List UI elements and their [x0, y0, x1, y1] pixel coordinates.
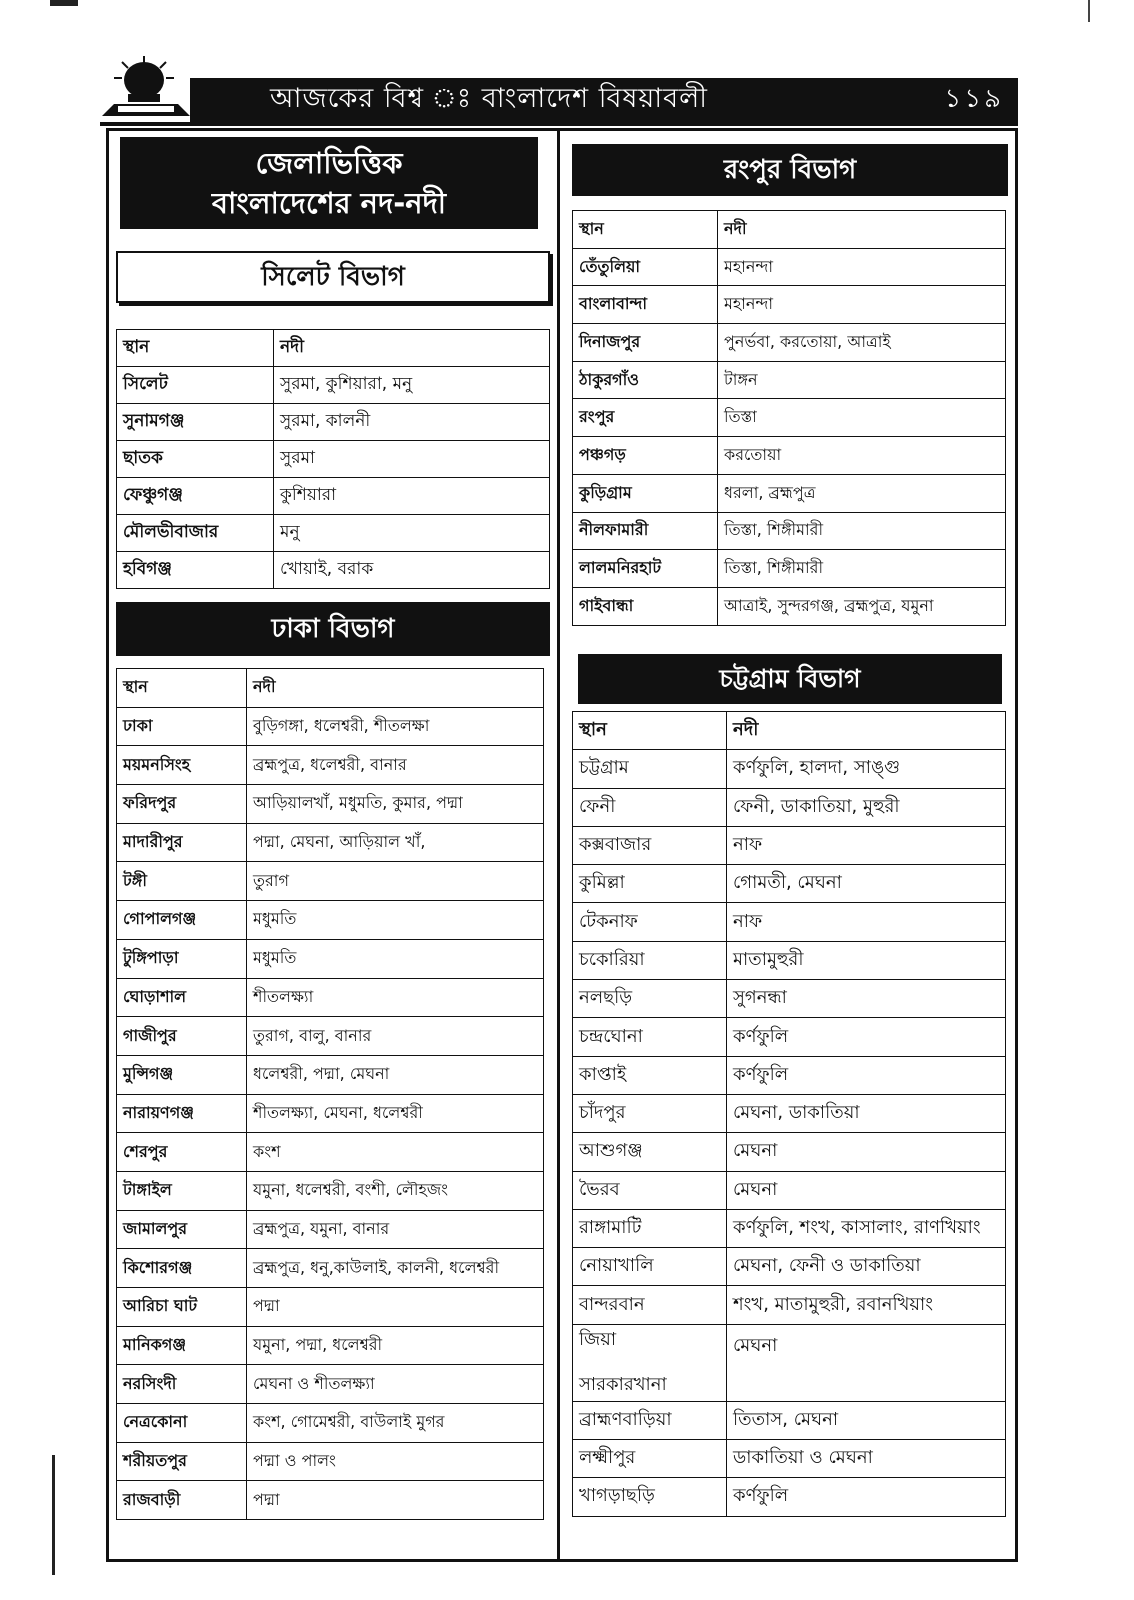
district-cell: গোপালগঞ্জ — [117, 901, 247, 940]
district-cell: কুড়িগ্রাম — [573, 474, 718, 512]
river-cell: নাফ — [727, 903, 1006, 941]
table-row — [573, 587, 1006, 625]
table-row — [117, 707, 544, 746]
table-row — [573, 1440, 1006, 1478]
district-cell: সিলেট — [117, 367, 274, 404]
district-cell: শরীয়তপুর — [117, 1442, 247, 1481]
table-row — [573, 1133, 1006, 1171]
table-row — [117, 1288, 544, 1327]
table-row — [117, 901, 544, 940]
table-row — [573, 826, 1006, 864]
river-cell: মেঘনা, ডাকাতিয়া — [727, 1094, 1006, 1132]
district-cell — [573, 1324, 727, 1401]
river-cell: কর্ণফুলি — [727, 1478, 1006, 1516]
table-row — [573, 1171, 1006, 1209]
table-header-row — [117, 330, 550, 367]
river-cell: আড়িয়ালখাঁ, মধুমতি, কুমার, পদ্মা — [247, 785, 544, 824]
table-row — [117, 1365, 544, 1404]
table-row — [573, 750, 1006, 788]
table-row — [573, 788, 1006, 826]
district-line: জিয়া — [579, 1328, 617, 1350]
district-line: সারকারখানা — [579, 1373, 667, 1395]
table-row — [117, 1249, 544, 1288]
district-cell: চকোরিয়া — [573, 941, 727, 979]
main-title-line1: জেলাভিত্তিক — [255, 146, 403, 180]
table-row — [117, 1133, 544, 1172]
river-cell: কর্ণফুলি — [727, 1018, 1006, 1056]
river-cell: শীতলক্ষ্যা, মেঘনা, ধলেশ্বরী — [247, 1094, 544, 1133]
page-number: ১১৯ — [944, 84, 1004, 114]
dhaka-section-title: ঢাকা বিভাগ — [116, 602, 550, 656]
column-divider — [557, 128, 560, 1562]
river-cell: কংশ, গোমেশ্বরী, বাউলাই মুগর — [247, 1404, 544, 1443]
table-row — [117, 552, 550, 589]
sylhet-section-title: সিলেট বিভাগ — [116, 251, 550, 303]
district-cell: কুমিল্লা — [573, 865, 727, 903]
district-cell: চট্টগ্রাম — [573, 750, 727, 788]
river-cell: ব্রহ্মপুত্র, যমুনা, বানার — [247, 1210, 544, 1249]
district-cell: নলছড়ি — [573, 980, 727, 1018]
table-row — [573, 1248, 1006, 1286]
table-row — [573, 1478, 1006, 1516]
table-row — [573, 1094, 1006, 1132]
district-cell: ফেনী — [573, 788, 727, 826]
table-row — [573, 361, 1006, 399]
district-cell: আরিচা ঘাট — [117, 1288, 247, 1327]
river-cell: বুড়িগঙ্গা, ধলেশ্বরী, শীতলক্ষা — [247, 707, 544, 746]
district-cell: রংপুর — [573, 399, 718, 437]
table-row — [573, 903, 1006, 941]
river-cell: সুগনন্ধা — [727, 980, 1006, 1018]
river-cell: সুরমা, কালনী — [274, 404, 550, 441]
table-row — [117, 1326, 544, 1365]
district-cell: পঞ্চগড় — [573, 437, 718, 475]
col-header-river: নদী — [274, 330, 550, 367]
river-cell: মধুমতি — [247, 901, 544, 940]
chattogram-river-table — [572, 711, 1006, 1517]
dhaka-river-table — [116, 668, 544, 1520]
river-cell: পুনর্ভবা, করতোয়া, আত্রাই — [718, 324, 1006, 362]
table-header-row — [117, 669, 544, 708]
col-header-place: স্থান — [573, 211, 718, 249]
col-header-river: নদী — [247, 669, 544, 708]
district-cell: ময়মনসিংহ — [117, 746, 247, 785]
table-row — [573, 1286, 1006, 1324]
river-cell: মেঘনা — [727, 1324, 1006, 1401]
river-cell: ধলেশ্বরী, পদ্মা, মেঘনা — [247, 1055, 544, 1094]
river-cell: ফেনী, ডাকাতিয়া, মুহুরী — [727, 788, 1006, 826]
page-header — [190, 78, 1018, 122]
district-cell: শেরপুর — [117, 1133, 247, 1172]
table-row — [117, 1404, 544, 1443]
table-row — [117, 862, 544, 901]
corner-scan-mark — [50, 0, 78, 6]
col-header-place: স্থান — [573, 712, 727, 750]
district-cell: লালমনিরহাট — [573, 550, 718, 588]
main-title-line2: বাংলাদেশের নদ-নদী — [211, 186, 447, 220]
district-cell: রাজবাড়ী — [117, 1481, 247, 1520]
table-row — [573, 550, 1006, 588]
table-row — [117, 478, 550, 515]
river-cell: নাফ — [727, 826, 1006, 864]
district-cell: খাগড়াছড়ি — [573, 1478, 727, 1516]
river-cell: কুশিয়ারা — [274, 478, 550, 515]
table-row — [117, 441, 550, 478]
district-cell: টঙ্গী — [117, 862, 247, 901]
district-cell: আশুগঞ্জ — [573, 1133, 727, 1171]
river-cell: গোমতী, মেঘনা — [727, 865, 1006, 903]
table-row — [573, 512, 1006, 550]
river-cell: টাঙ্গন — [718, 361, 1006, 399]
district-cell: ঘোড়াশাল — [117, 978, 247, 1017]
river-cell: ব্রহ্মপুত্র, ধনু,কাউলাই, কালনী, ধলেশ্বরী — [247, 1249, 544, 1288]
table-row — [117, 939, 544, 978]
district-cell: মৌলভীবাজার — [117, 515, 274, 552]
table-row — [573, 474, 1006, 512]
river-cell: মেঘনা — [727, 1171, 1006, 1209]
edge-scan-mark — [1088, 0, 1090, 22]
district-cell: ভৈরব — [573, 1171, 727, 1209]
river-cell: তিস্তা, শিঙ্গীমারী — [718, 550, 1006, 588]
table-row — [573, 324, 1006, 362]
table-header-row — [573, 712, 1006, 750]
publisher-logo-icon — [100, 54, 192, 120]
district-cell: নারায়ণগঞ্জ — [117, 1094, 247, 1133]
district-cell: ঢাকা — [117, 707, 247, 746]
river-cell: মাতামুহুরী — [727, 941, 1006, 979]
header-underline — [100, 122, 1018, 126]
table-row — [117, 785, 544, 824]
district-cell: টেকনাফ — [573, 903, 727, 941]
edge-scan-mark — [52, 1455, 55, 1575]
table-row — [117, 1171, 544, 1210]
table-row — [117, 746, 544, 785]
table-row — [573, 1401, 1006, 1439]
table-row — [573, 941, 1006, 979]
district-cell: গাজীপুর — [117, 1017, 247, 1056]
river-cell: খোয়াই, বরাক — [274, 552, 550, 589]
district-cell: নেত্রকোনা — [117, 1404, 247, 1443]
rangpur-section-title: রংপুর বিভাগ — [572, 144, 1008, 196]
river-cell: শীতলক্ষ্যা — [247, 978, 544, 1017]
district-cell: কিশোরগঞ্জ — [117, 1249, 247, 1288]
river-cell: মধুমতি — [247, 939, 544, 978]
district-cell: নরসিংদী — [117, 1365, 247, 1404]
river-cell: মেঘনা ও শীতলক্ষ্যা — [247, 1365, 544, 1404]
district-cell: চন্দ্রঘোনা — [573, 1018, 727, 1056]
district-cell: ফরিদপুর — [117, 785, 247, 824]
district-cell: বান্দরবান — [573, 1286, 727, 1324]
table-row — [573, 865, 1006, 903]
table-row — [573, 248, 1006, 286]
table-row — [573, 1209, 1006, 1247]
river-cell: যমুনা, ধলেশ্বরী, বংশী, লৌহজং — [247, 1171, 544, 1210]
table-row — [573, 980, 1006, 1018]
table-row — [117, 1481, 544, 1520]
district-cell: চাঁদপুর — [573, 1094, 727, 1132]
table-row — [117, 1094, 544, 1133]
river-cell: তিতাস, মেঘনা — [727, 1401, 1006, 1439]
district-cell: ফেঞ্চুগঞ্জ — [117, 478, 274, 515]
river-cell: মহানন্দা — [718, 248, 1006, 286]
river-cell: মনু — [274, 515, 550, 552]
river-cell: মহানন্দা — [718, 286, 1006, 324]
river-cell: তিস্তা, শিঙ্গীমারী — [718, 512, 1006, 550]
table-row — [117, 1017, 544, 1056]
col-header-river: নদী — [718, 211, 1006, 249]
district-cell: সুনামগঞ্জ — [117, 404, 274, 441]
river-cell: পদ্মা — [247, 1288, 544, 1327]
district-cell: জামালপুর — [117, 1210, 247, 1249]
district-cell: নীলফামারী — [573, 512, 718, 550]
district-cell: গাইবান্ধা — [573, 587, 718, 625]
table-row — [117, 1210, 544, 1249]
col-header-river: নদী — [727, 712, 1006, 750]
district-cell: বাংলাবান্দা — [573, 286, 718, 324]
district-cell: কাপ্তাই — [573, 1056, 727, 1094]
table-header-row — [573, 211, 1006, 249]
district-cell: টুঙ্গিপাড়া — [117, 939, 247, 978]
sylhet-river-table — [116, 329, 550, 589]
river-cell: তিস্তা — [718, 399, 1006, 437]
river-cell: মেঘনা — [727, 1133, 1006, 1171]
river-cell: যমুনা, পদ্মা, ধলেশ্বরী — [247, 1326, 544, 1365]
river-cell: মেঘনা, ফেনী ও ডাকাতিয়া — [727, 1248, 1006, 1286]
river-cell: আত্রাই, সুন্দরগঞ্জ, ব্রহ্মপুত্র, যমুনা — [718, 587, 1006, 625]
district-cell: মুন্সিগঞ্জ — [117, 1055, 247, 1094]
district-cell: টাঙ্গাইল — [117, 1171, 247, 1210]
river-cell: ধরলা, ব্রহ্মপুত্র — [718, 474, 1006, 512]
table-row — [573, 399, 1006, 437]
district-cell: নোয়াখালি — [573, 1248, 727, 1286]
river-cell: শংখ, মাতামুহুরী, রবানখিয়াং — [727, 1286, 1006, 1324]
river-cell: পদ্মা — [247, 1481, 544, 1520]
district-cell: মাদারীপুর — [117, 823, 247, 862]
river-cell: কর্ণফুলি, হালদা, সাঙ্গু — [727, 750, 1006, 788]
district-cell: তেঁতুলিয়া — [573, 248, 718, 286]
river-cell: ডাকাতিয়া ও মেঘনা — [727, 1440, 1006, 1478]
table-row — [117, 515, 550, 552]
table-row — [117, 404, 550, 441]
district-cell: লক্ষ্মীপুর — [573, 1440, 727, 1478]
table-row — [573, 1324, 1006, 1401]
river-cell: করতোয়া — [718, 437, 1006, 475]
district-cell: দিনাজপুর — [573, 324, 718, 362]
river-cell: কংশ — [247, 1133, 544, 1172]
table-row — [573, 437, 1006, 475]
district-cell: ছাতক — [117, 441, 274, 478]
table-row — [573, 1018, 1006, 1056]
district-cell: কক্সবাজার — [573, 826, 727, 864]
river-cell: তুরাগ, বালু, বানার — [247, 1017, 544, 1056]
river-cell: ব্রহ্মপুত্র, ধলেশ্বরী, বানার — [247, 746, 544, 785]
river-cell: সুরমা — [274, 441, 550, 478]
district-cell: রাঙ্গামাটি — [573, 1209, 727, 1247]
table-row — [573, 1056, 1006, 1094]
rangpur-river-table — [572, 210, 1006, 626]
book-title: আজকের বিশ্ব ঃ বাংলাদেশ বিষয়াবলী — [270, 82, 708, 114]
table-row — [117, 978, 544, 1017]
main-title — [120, 137, 538, 229]
river-cell: সুরমা, কুশিয়ারা, মনু — [274, 367, 550, 404]
table-row — [117, 367, 550, 404]
table-row — [117, 823, 544, 862]
district-cell: হবিগঞ্জ — [117, 552, 274, 589]
river-cell: কর্ণফুলি — [727, 1056, 1006, 1094]
table-row — [117, 1442, 544, 1481]
river-cell: তুরাগ — [247, 862, 544, 901]
district-cell: মানিকগঞ্জ — [117, 1326, 247, 1365]
river-cell: পদ্মা ও পালং — [247, 1442, 544, 1481]
river-cell: পদ্মা, মেঘনা, আড়িয়াল খাঁ, — [247, 823, 544, 862]
district-cell: ঠাকুরগাঁও — [573, 361, 718, 399]
river-cell: কর্ণফুলি, শংখ, কাসালাং, রাণখিয়াং — [727, 1209, 1006, 1247]
col-header-place: স্থান — [117, 330, 274, 367]
table-row — [117, 1055, 544, 1094]
district-cell: ব্রাহ্মণবাড়িয়া — [573, 1401, 727, 1439]
col-header-place: স্থান — [117, 669, 247, 708]
table-row — [573, 286, 1006, 324]
chattogram-section-title: চট্টগ্রাম বিভাগ — [578, 654, 1002, 704]
